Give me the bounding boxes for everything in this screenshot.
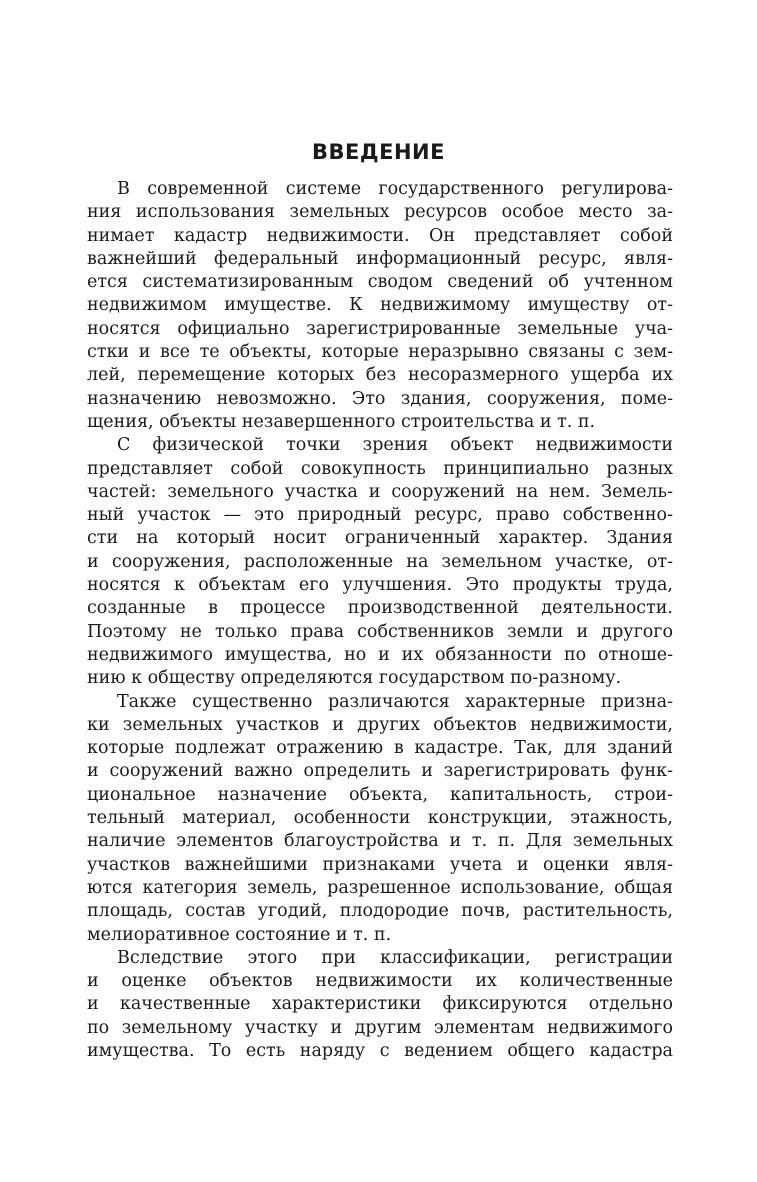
paragraph-4 [87,947,673,1063]
text-line: и сооружения, расположенные на земельном участке, от- [87,551,673,572]
text-line: имущества. То есть наряду с ведением общего кадастра [87,1040,673,1061]
text-line: сти на который носит ограниченный характер. Здания [87,528,673,549]
text-line: представляет собой совокупность принципиально разных [87,458,673,479]
text-line: ются категория земель, разрешенное использование, общая [87,877,673,898]
text-line: нимает кадастр недвижимости. Он представляет собой [87,225,673,246]
text-line: участков важнейшими признаками учета и оценки явля- [87,854,673,875]
text-line: назначению невозможно. Это здания, сооружения, поме- [87,388,673,409]
text-line: частей: земельного участка и сооружений на нем. Земель- [87,481,673,502]
text-line: Вследствие этого при классификации, регистрации [117,947,673,968]
text-line: носятся к объектам его улучшения. Это продукты труда, [87,575,673,596]
text-line: носятся официально зарегистрированные земельные уча- [87,318,673,339]
body-text [87,178,673,1063]
text-line: нию к обществу определяются государством по-разному. [87,668,622,689]
text-line: ния использования земельных ресурсов особое место за- [87,202,673,223]
text-line: и оценке объектов недвижимости их количественные [87,971,673,992]
text-line: лей, перемещение которых без несоразмерного ущерба их [87,365,673,386]
text-line: и сооружений важно определить и зарегистрировать функ- [87,761,673,782]
text-line: ки земельных участков и других объектов недвижимости, [87,714,673,735]
paragraph-1 [87,178,673,434]
paragraph-3 [87,691,673,947]
text-line: важнейший федеральный информационный ресурс, явля- [87,248,673,269]
text-line: В современной системе государственного регулирова- [117,179,673,199]
paragraph-2 [87,434,673,690]
chapter-heading: ВВЕДЕНИЕ [312,140,445,164]
text-line: циональное назначение объекта, капитальность, строи- [87,784,673,805]
text-line: Также существенно различаются характерные призна- [117,691,673,712]
text-line: и качественные характеристики фиксируются отдельно [87,994,673,1015]
text-line: С физической точки зрения объект недвижимости [117,435,673,456]
text-line: площадь, состав угодий, плодородие почв, растительность, [87,901,673,922]
text-line: ный участок — это природный ресурс, право собственно- [87,505,673,526]
text-line: которые подлежат отражению в кадастре. Так, для зданий [87,738,673,759]
text-line: ется систематизированным сводом сведений об учтенном [87,272,673,293]
text-line: щения, объекты незавершенного строительства и т. п. [87,411,596,432]
text-line: наличие элементов благоустройства и т. п. Для земельных [87,831,673,852]
text-line: мелиоративное состояние и т. п. [87,924,392,945]
text-line: созданные в процессе производственной деятельности. [87,598,673,619]
text-line: по земельному участку и другим элементам недвижимого [87,1017,673,1038]
text-line: стки и все те объекты, которые неразрывно связаны с зем- [87,342,673,363]
text-line: тельный материал, особенности конструкции, этажность, [87,808,673,829]
text-line: Поэтому не только права собственников земли и другого [87,621,673,642]
text-line: недвижимого имущества, но и их обязанности по отноше- [87,644,673,665]
text-line: недвижимом имуществе. К недвижимому имуществу от- [87,295,673,316]
